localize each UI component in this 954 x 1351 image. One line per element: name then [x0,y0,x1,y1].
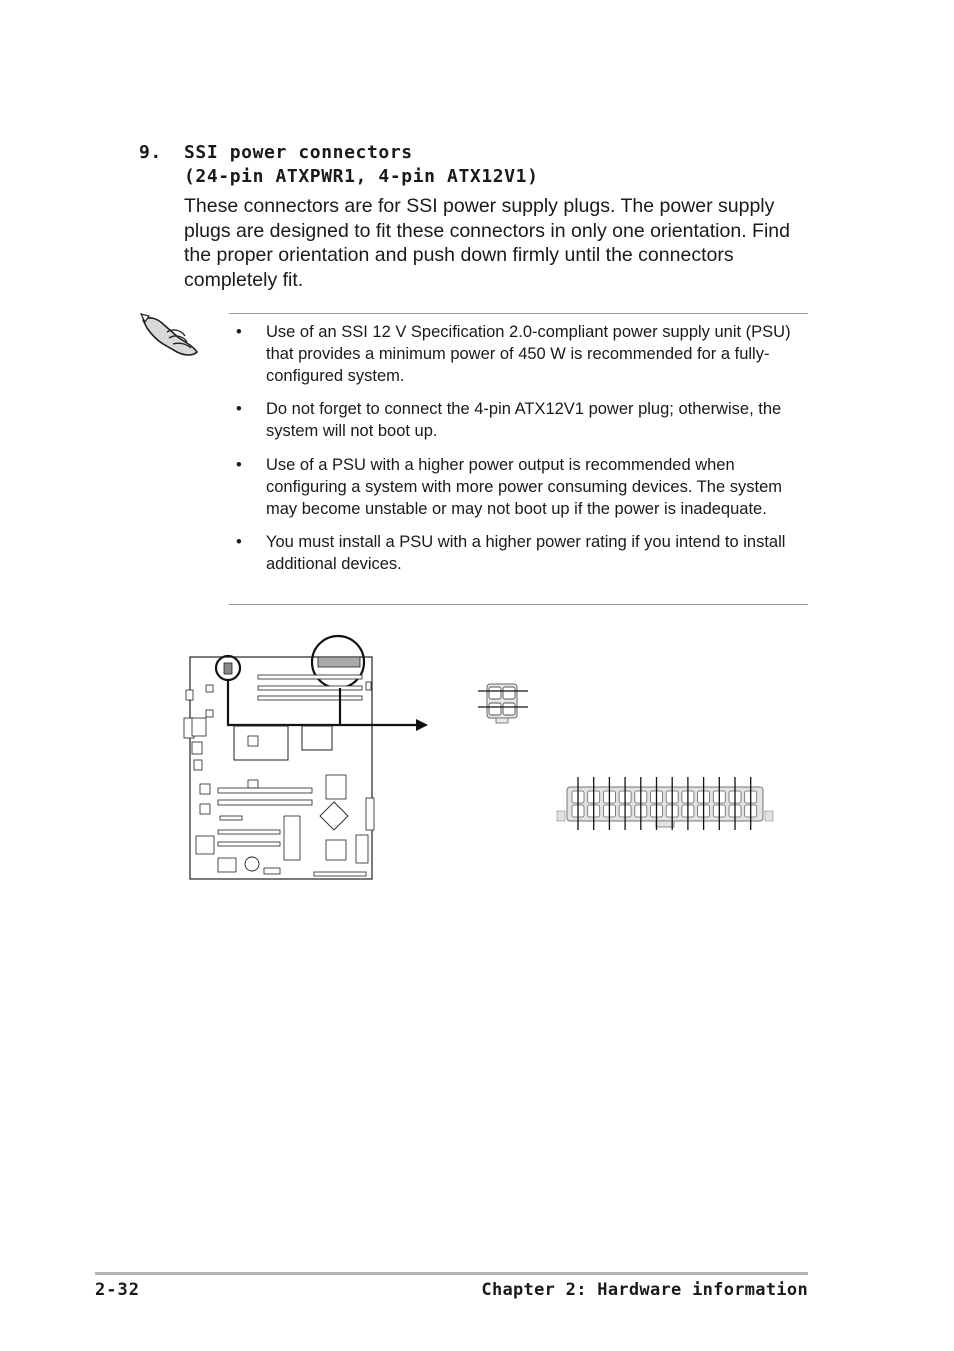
atx12v1-board-location [224,663,232,674]
small-component [200,784,210,794]
note-item-text: Use of a PSU with a higher power output is recommended when configuring a system with more power consuming devices. The system may become unstable or may not boot up if the power is inadequate. [266,455,782,518]
pci-slot [218,800,312,805]
small-component [206,710,213,717]
panel-header [314,872,366,876]
rear-port [194,760,202,770]
section-title-line2: (24-pin ATXPWR1, 4-pin ATX12V1) [184,166,539,187]
cmos-battery [245,857,259,871]
pci-slot [218,842,280,846]
chipset [302,726,332,750]
small-component [248,780,258,788]
atx12v1-connector-pinout [478,684,528,723]
ide-connector [366,798,374,830]
small-component [220,816,242,820]
footer-rule [95,1272,808,1275]
bullet-glyph: • [236,455,242,474]
callout-arrowhead [416,719,428,731]
sata-connector [356,835,368,863]
dimm-slot [258,675,362,679]
bullet-glyph: • [236,533,242,552]
note-item [229,322,808,387]
note-item [229,455,808,520]
note-item-text: Do not forget to connect the 4-pin ATX12V1 power plug; otherwise, the system will not boot up. [266,400,782,441]
rear-port [186,690,193,700]
cpu-socket-center [248,736,258,746]
small-component [218,858,236,872]
pci-slot [218,830,280,834]
cpu-socket [234,726,288,760]
bios-chip [326,775,346,799]
note-item [229,399,808,443]
note-bottom-rule [229,604,808,605]
riser-slot [284,816,300,860]
section-intro: These connectors are for SSI power supply plugs. The power supply plugs are designed to fit these connectors in only one orientation. Find the proper orientation and push down firmly until the connectors completely fit. [184,195,790,291]
note-item-text: Use of an SSI 12 V Specification 2.0-compliant power supply unit (PSU) that provides a minimum power of 450 W is recommended for a fully-configured system. [266,323,791,385]
pointing-hand-icon [139,308,201,358]
chapter-title: Chapter 2: Hardware information [481,1280,808,1300]
section-number: 9. [139,142,162,163]
rear-port [192,718,206,736]
small-component [200,804,210,814]
dimm-slot [258,696,362,700]
atxpwr1-connector-pinout [557,777,773,830]
page-number: 2-32 [95,1280,140,1300]
lan-chip [326,840,346,860]
note-item [229,532,808,576]
small-component [264,868,280,874]
note-item-text: You must install a PSU with a higher power rating if you intend to install additional devices. [266,533,786,574]
note-top-rule [229,313,808,314]
small-component [196,836,214,854]
connector-diagram [180,630,800,890]
bullet-glyph: • [236,400,242,419]
small-component [366,682,371,690]
bullet-glyph: • [236,323,242,341]
atxpwr1-board-location [318,657,360,667]
section-title-line1: SSI power connectors [184,142,413,163]
small-component [206,685,213,692]
note-list [229,322,808,576]
dimm-slot [258,686,362,690]
rear-port [192,742,202,754]
pci-slot [218,788,312,793]
